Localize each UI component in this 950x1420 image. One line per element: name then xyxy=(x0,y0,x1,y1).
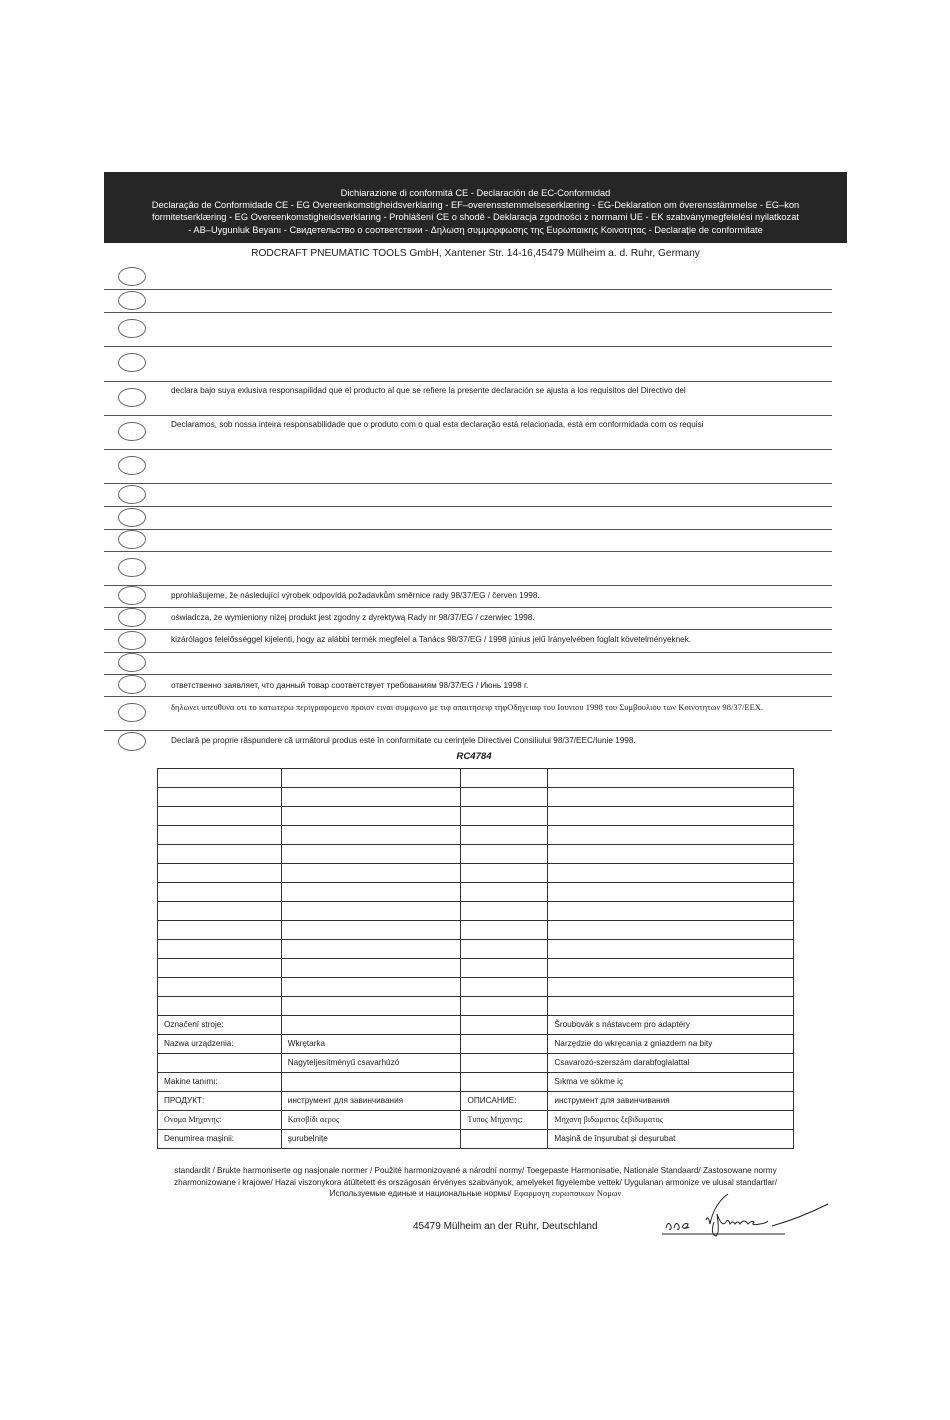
table-cell xyxy=(461,883,548,902)
table-row xyxy=(158,921,794,940)
table-cell xyxy=(461,1130,548,1149)
language-code-circle xyxy=(118,319,146,338)
table-cell xyxy=(281,883,461,902)
table-row xyxy=(158,959,794,978)
table-cell xyxy=(461,997,548,1016)
language-code-circle xyxy=(118,558,146,577)
standards-line-3-el: Εφαρμογη ευρωπαικων Νομων xyxy=(513,1189,622,1199)
header-line-4: - AB–Uygunluk Beyanı - Свидетельство о соответствии - Δηλωση συμμορφωσης της Ευρωπαικης Κοινοτητας - Declaraţie de conformitate xyxy=(188,224,763,235)
table-cell xyxy=(461,864,548,883)
table-cell: Nazwa urządzenia: xyxy=(158,1035,282,1054)
table-cell: Makine tanımı: xyxy=(158,1073,282,1092)
language-code-circle xyxy=(118,291,146,310)
table-cell: Narzędzie do wkręcania z gniazdem na bity xyxy=(548,1035,794,1054)
table-cell xyxy=(461,807,548,826)
table-cell xyxy=(461,921,548,940)
machine-specification-table xyxy=(157,768,794,1149)
table-cell xyxy=(281,978,461,997)
standards-line-3-ru: Используемые единые и национальные нормы/ xyxy=(329,1189,512,1199)
table-cell xyxy=(281,807,461,826)
table-cell xyxy=(281,1016,461,1035)
language-code-circle xyxy=(118,586,146,605)
table-row xyxy=(158,997,794,1016)
language-code-circle xyxy=(118,353,146,372)
table-row xyxy=(158,845,794,864)
table-cell xyxy=(548,921,794,940)
standards-line-2: zharmonizowane i krajowe/ Hazai viszonykora átültetett és országosan érvényes szabványok, amelyeket figyelembe vettek/ Uygulanan armonize ve ulusal standartlar/ xyxy=(174,1177,777,1187)
table-cell xyxy=(461,1073,548,1092)
lang-row-4 xyxy=(104,346,832,382)
lang-row-8 xyxy=(104,483,832,507)
table-cell xyxy=(281,769,461,788)
signature-image xyxy=(660,1190,835,1240)
lang-row-1 xyxy=(104,264,832,290)
table-cell xyxy=(158,845,282,864)
table-cell xyxy=(548,788,794,807)
table-cell xyxy=(158,997,282,1016)
language-code-circle xyxy=(118,631,146,650)
table-cell xyxy=(461,788,548,807)
declaration-text-hu: kizárólagos felelősséggel kijelenti, hogy az alábbi termék megfelel a Tanács 98/37/EG / 1998 június jelű Irányelvében foglalt követelményeknek. xyxy=(171,635,692,644)
lang-row-11 xyxy=(104,551,832,586)
lang-row-15 xyxy=(104,652,832,675)
lang-row-pl xyxy=(104,607,832,630)
language-code-circle xyxy=(118,388,146,407)
table-cell: Maşină de înşurubat şi deşurubat xyxy=(548,1130,794,1149)
table-cell xyxy=(548,959,794,978)
header-line-2: Declaração de Conformidade CE - EG Overeenkomstigheidsverklaring - EF–overensstemmelseserklæring - EG-Deklaration om överensstämmelse - EG–kon xyxy=(151,200,800,211)
table-cell xyxy=(158,807,282,826)
lang-row-ro xyxy=(104,730,832,752)
table-cell: şurubelniţe xyxy=(281,1130,461,1149)
table-row xyxy=(158,769,794,788)
table-cell xyxy=(158,883,282,902)
table-cell: Μηχανη βιδωματος ξεβιδωματος xyxy=(548,1111,794,1130)
table-row xyxy=(158,978,794,997)
table-cell: Ονομα Μηχανης: xyxy=(158,1111,282,1130)
table-cell xyxy=(281,921,461,940)
lang-row-hu xyxy=(104,629,832,653)
table-cell xyxy=(158,1054,282,1073)
table-cell xyxy=(158,769,282,788)
table-cell xyxy=(281,959,461,978)
table-cell xyxy=(461,826,548,845)
lang-row-el xyxy=(104,696,832,731)
table-cell xyxy=(461,769,548,788)
table-cell xyxy=(281,826,461,845)
table-cell xyxy=(281,940,461,959)
lang-row-9 xyxy=(104,506,832,530)
language-code-circle xyxy=(118,530,146,549)
language-code-circle xyxy=(118,422,146,441)
table-cell: Označení stroje: xyxy=(158,1016,282,1035)
table-cell xyxy=(158,978,282,997)
table-cell: инструмент для завинчивания xyxy=(281,1092,461,1111)
table-cell xyxy=(461,902,548,921)
table-cell: Τυπος Μηχανης: xyxy=(461,1111,548,1130)
header-line-3: formitetserklæring - EG Overeenkomstigheidsverklaring - Prohlášení CE o shodě - Deklaracja zgodności z normami UE - EK szabványmegfelelési nyilatkozat xyxy=(152,212,799,223)
table-cell: Κατσβίδι αερος xyxy=(281,1111,461,1130)
declaration-text-ro: Declară pe proprie răspundere că urmǎtorul produs este în conformitate cu cerinţele Directivei Consiliului 98/37/EEC/Iunie 1998. xyxy=(171,736,636,745)
table-row xyxy=(158,864,794,883)
declaration-text-pl: oświadcza, że wymieniony niżej produkt jest zgodny z dyrektywą Rady nr 98/37/EG / czerwiec 1998. xyxy=(171,613,535,622)
table-cell xyxy=(158,940,282,959)
language-code-circle xyxy=(118,732,146,751)
table-row xyxy=(158,826,794,845)
model-number: RC4784 xyxy=(456,751,492,762)
table-cell xyxy=(461,959,548,978)
table-cell: Šroubovák s nástavcem pro adaptéry xyxy=(548,1016,794,1035)
table-cell xyxy=(461,1035,548,1054)
table-row xyxy=(158,940,794,959)
table-cell: Wkrętarka xyxy=(281,1035,461,1054)
table-cell xyxy=(158,864,282,883)
language-code-circle xyxy=(118,485,146,504)
table-cell xyxy=(548,769,794,788)
table-cell xyxy=(281,997,461,1016)
table-cell xyxy=(158,921,282,940)
table-cell xyxy=(281,845,461,864)
language-code-circle xyxy=(118,703,146,722)
lang-row-2 xyxy=(104,289,832,313)
table-row xyxy=(158,883,794,902)
table-cell xyxy=(548,864,794,883)
table-cell xyxy=(281,788,461,807)
declaration-text-es: declara bajo suya exlusiva responsapilidad que el producto al que se refiere la presente declaración se ajusta a los requisitos del Directivo del xyxy=(171,386,686,395)
table-cell xyxy=(548,997,794,1016)
declaration-title-banner xyxy=(104,172,847,243)
table-cell xyxy=(548,826,794,845)
table-row xyxy=(158,807,794,826)
lang-row-es xyxy=(104,381,832,416)
table-cell xyxy=(548,883,794,902)
table-row xyxy=(158,1035,794,1054)
language-code-circle xyxy=(118,508,146,527)
language-code-circle xyxy=(118,608,146,627)
table-cell xyxy=(548,845,794,864)
table-cell xyxy=(461,940,548,959)
table-cell xyxy=(461,845,548,864)
declaration-text-pt: Declaramos, sob nossa inteira responsabilidade que o produto com o qual esta declaração está relacionada, está em conformidada com os requisi xyxy=(171,420,704,429)
table-row xyxy=(158,1073,794,1092)
table-cell xyxy=(158,826,282,845)
table-cell: ПРОДУКТ: xyxy=(158,1092,282,1111)
language-code-circle xyxy=(118,456,146,475)
table-cell: Denumirea maşinii: xyxy=(158,1130,282,1149)
table-cell: Nagyteljesítményű csavarhúzó xyxy=(281,1054,461,1073)
table-row xyxy=(158,1130,794,1149)
company-address: RODCRAFT PNEUMATIC TOOLS GmbH, Xantener Str. 14-16,45479 Mülheim a. d. Ruhr, Germany xyxy=(251,248,700,259)
table-cell xyxy=(158,788,282,807)
table-cell xyxy=(158,902,282,921)
standards-line-1: standardit / Brukte harmoniserte og nasjonale normer / Použité harmonizované a národní normy/ Toegepaste Harmonisatie, Nationale Standaard/ Zastosowane normy xyxy=(174,1166,777,1175)
table-cell: Sıkma ve sökme iç xyxy=(548,1073,794,1092)
lang-row-ru xyxy=(104,674,832,697)
table-row xyxy=(158,1016,794,1035)
lang-row-cs xyxy=(104,585,832,608)
header-line-1: Dichiarazione di conformitá CE - Declaración de EC-Conformidad xyxy=(340,188,611,198)
table-cell xyxy=(281,902,461,921)
lang-row-pt xyxy=(104,415,832,450)
table-cell: ОПИСАНИЕ: xyxy=(461,1092,548,1111)
table-row xyxy=(158,1054,794,1073)
table-cell xyxy=(548,940,794,959)
table-cell xyxy=(461,1016,548,1035)
lang-row-3 xyxy=(104,312,832,347)
table-cell: инструмент для завинчивания xyxy=(548,1092,794,1111)
language-code-circle xyxy=(118,675,146,694)
table-row xyxy=(158,1092,794,1111)
lang-row-10 xyxy=(104,529,832,552)
place-of-signature: 45479 Mülheim an der Ruhr, Deutschland xyxy=(413,1221,598,1232)
table-row xyxy=(158,788,794,807)
table-row xyxy=(158,1111,794,1130)
table-cell xyxy=(548,807,794,826)
table-cell xyxy=(461,978,548,997)
table-cell xyxy=(548,978,794,997)
table-cell xyxy=(281,864,461,883)
language-code-circle xyxy=(118,653,146,672)
table-row xyxy=(158,902,794,921)
table-cell: Csavarozó-szerszám darabfoglalattal xyxy=(548,1054,794,1073)
table-cell xyxy=(281,1073,461,1092)
declaration-text-ru: ответственно заявляет, что данный товар соответствует требованиям 98/37/EG / Июнь 1998 г. xyxy=(171,681,529,690)
declaration-text-cs: pprohlašujeme, že následující výrobek odpovídá požadavkům směrnice rady 98/37/EG / červen 1998. xyxy=(171,591,540,600)
lang-row-7 xyxy=(104,449,832,484)
table-cell xyxy=(461,1054,548,1073)
language-code-circle xyxy=(118,267,146,286)
table-cell xyxy=(548,902,794,921)
declaration-text-el: δηλωνει υπευθυνα οτι το κατωτερω περιγραφομενο προιον ειναι συμφωνο με τιφ απαιτησειφ τηφΟδηγειαφ του Ιουνιου 1998 του Συμβουλιου των Κοινοτητων 98/37/EEX. xyxy=(171,703,764,712)
table-cell xyxy=(158,959,282,978)
